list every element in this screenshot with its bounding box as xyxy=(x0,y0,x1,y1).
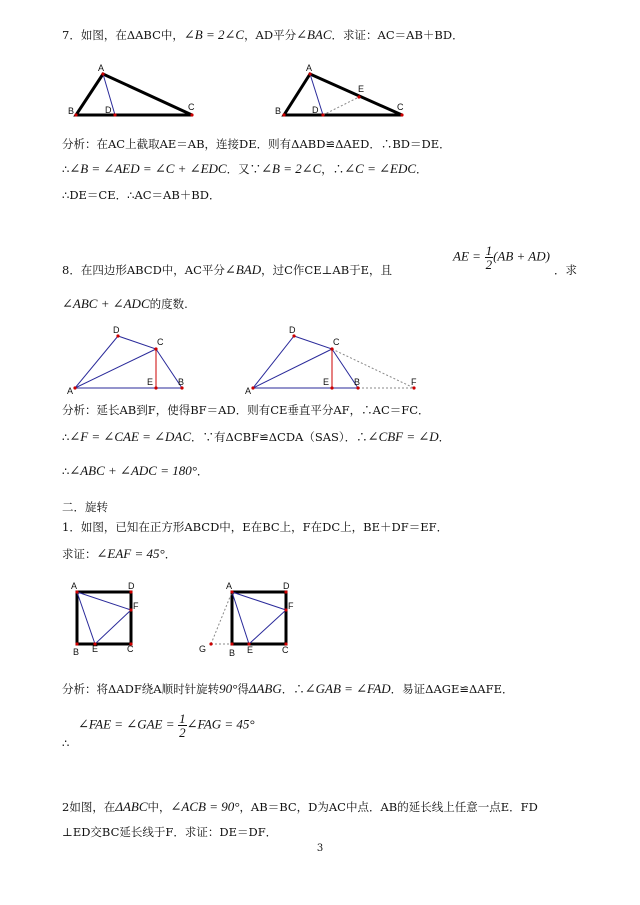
problem-s2-1-goal: 求证：∠EAF = 45°． xyxy=(62,546,177,561)
problem-8-step-2: ∴∠F = ∠CAE = ∠DAC．∵有ΔCBF≌ΔCDA（SAS）．∴∠CBF = ∠D． xyxy=(62,429,451,444)
triangle-abc xyxy=(76,74,192,115)
problem-8-statement: 8．在四边形ABCD中，AC平分∠BAD，过C作CE⊥AB于E，且 xyxy=(62,262,393,277)
label-b: B xyxy=(178,377,185,387)
segment-de xyxy=(323,97,359,115)
label-f: F xyxy=(411,377,417,387)
label-a: A xyxy=(226,581,233,591)
label-e: E xyxy=(358,84,365,94)
problem-8-ask: ．求 xyxy=(554,263,577,277)
problem-8-conclusion: ∴∠ABC + ∠ADC = 180°． xyxy=(62,463,209,478)
problem-s2-1-conclusion: ∠FAE = ∠GAE = $\frac{1}{2}$ ∠FAG = 45° xyxy=(78,711,255,740)
label-d: D xyxy=(312,105,319,115)
problem-s2-1-therefore: ∴ xyxy=(62,736,70,750)
label-c: C xyxy=(188,102,195,112)
segment-cf xyxy=(332,349,414,388)
label-e: E xyxy=(92,644,99,654)
segment-ac xyxy=(75,349,156,388)
label-d: D xyxy=(105,105,112,115)
problem-7-conclusion: ∴DE＝CE．∴AC＝AB＋BD． xyxy=(62,188,221,202)
figure-8-right xyxy=(240,322,425,396)
segment-ga xyxy=(211,592,232,644)
figure-s2-1-right xyxy=(195,578,305,658)
label-b: B xyxy=(73,647,80,657)
problem-8-statement-2: ∠ABC + ∠ADC的度数. xyxy=(62,296,188,311)
problem-7-analysis: 分析：在AC上截取AE＝AB，连接DE．则有ΔABD≌ΔAED．∴BD＝DE． xyxy=(62,137,451,151)
problem-7-step-2: ∴∠B = ∠AED = ∠C + ∠EDC．又∵∠B = 2∠C，∴∠C = ∠EDC． xyxy=(62,161,428,176)
figure-7-right xyxy=(270,60,415,122)
label-b: B xyxy=(229,648,236,658)
label-e: E xyxy=(147,377,154,387)
label-c: C xyxy=(282,645,289,655)
label-c: C xyxy=(397,102,404,112)
label-a: A xyxy=(71,581,78,591)
label-g: G xyxy=(199,644,207,654)
problem-s2-1-statement: 1．如图，已知在正方形ABCD中，E在BC上，F在DC上，BE＋DF＝EF． xyxy=(62,520,449,534)
label-e: E xyxy=(247,645,254,655)
section-heading: 二．旋转 xyxy=(62,500,108,514)
segment-ac xyxy=(253,349,332,388)
label-d: D xyxy=(128,581,135,591)
problem-s2-1-analysis: 分析：将ΔADF绕A顺时针旋转90°得ΔABG．∴∠GAB = ∠FAD．易证ΔAGE≌ΔAFE． xyxy=(62,681,514,696)
label-a: A xyxy=(98,63,105,73)
label-b: B xyxy=(68,106,75,116)
label-b: B xyxy=(275,106,282,116)
label-e: E xyxy=(323,377,330,387)
label-c: C xyxy=(333,337,340,347)
label-a: A xyxy=(67,386,74,396)
label-a: A xyxy=(245,386,252,396)
segment-ae xyxy=(77,592,95,644)
segment-ef xyxy=(249,610,286,644)
label-d: D xyxy=(289,325,296,335)
label-d: D xyxy=(283,581,290,591)
label-a: A xyxy=(306,63,313,73)
page-number: 3 xyxy=(316,843,324,854)
segment-ef xyxy=(95,610,131,644)
label-c: C xyxy=(127,644,134,654)
problem-8-formula: AE = $\frac{1}{2}$ (AB + AD) xyxy=(453,243,550,272)
problem-7-statement: 7．如图，在ΔABC中，∠B = 2∠C，AD平分∠BAC．求证：AC＝AB＋BD． xyxy=(62,27,464,42)
figure-8-left xyxy=(62,322,197,396)
segment-ae xyxy=(232,592,249,644)
segment-af xyxy=(232,592,286,610)
problem-s2-2-statement: 2如图，在ΔABC中，∠ACB = 90°，AB＝BC，D为AC中点．AB的延长线上任意一点E．FD xyxy=(62,799,538,814)
figure-s2-1-left xyxy=(65,578,145,657)
triangle-abc xyxy=(284,74,402,115)
problem-8-analysis: 分析：延长AB到F，使得BF＝AD．则有CE垂直平分AF，∴AC＝FC． xyxy=(62,403,430,417)
label-b: B xyxy=(354,377,361,387)
label-f: F xyxy=(288,601,294,611)
label-d: D xyxy=(113,325,120,335)
figure-7-left xyxy=(60,60,220,122)
segment-af xyxy=(77,592,131,610)
problem-s2-2-statement-2: ⊥ED交BC延长线于F．求证：DE＝DF． xyxy=(62,825,278,839)
label-f: F xyxy=(133,601,139,611)
label-c: C xyxy=(157,337,164,347)
